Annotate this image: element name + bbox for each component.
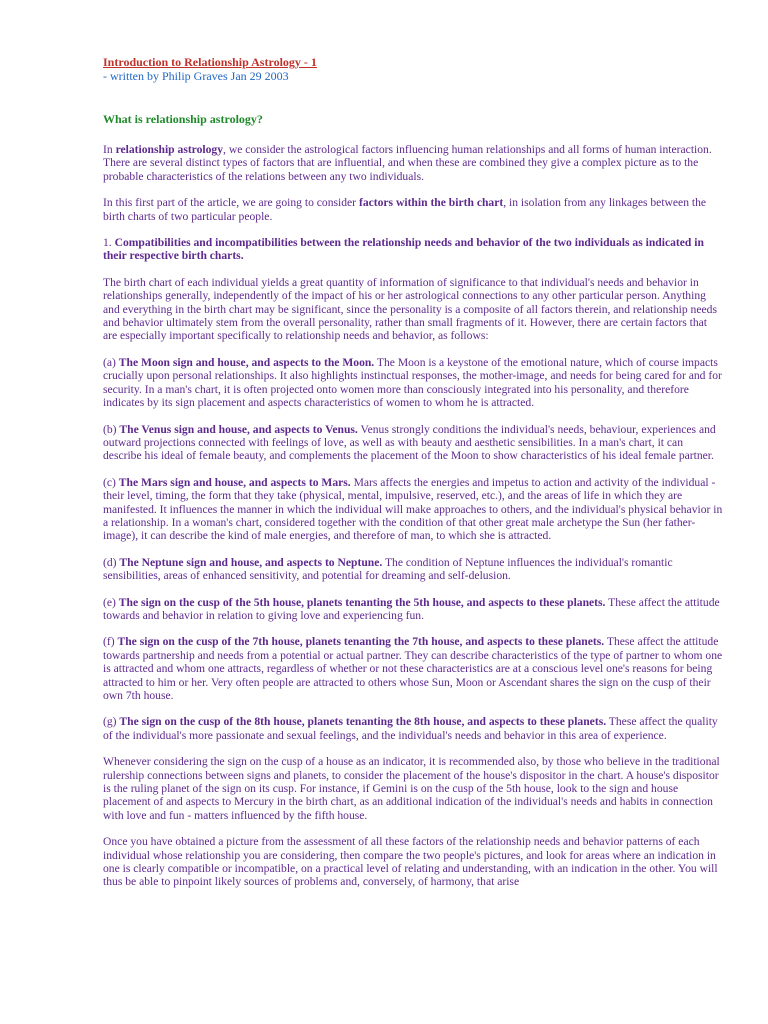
- paragraph-scope: In this first part of the article, we are going to consider factors within the birth chart, in isolation from any linkages between the birth charts of two particular people.: [103, 196, 707, 223]
- document-title: Introduction to Relationship Astrology - 1: [103, 55, 317, 69]
- author-byline: - written by Philip Graves Jan 29 2003: [103, 69, 289, 83]
- paragraph-dispositor: Whenever considering the sign on the cusp of a house as an indicator, it is recommended also, by those who believe in the traditional rulership connections between signs and planets, to consider the placement of the house's dispositor in the chart. A house's dispositor is the ruling planet of the sign on its cusp. For instance, if Gemini is on the cusp of the 5th house, look to the sign and house placement of and aspects to Mercury in the birth chart, as an additional indication of the individual's needs and habits in connection with love and fun - matters influenced by the fifth house.: [103, 755, 720, 822]
- paragraph-comparison: Once you have obtained a picture from the assessment of all these factors of the relationship needs and behavior patterns of each individual whose relationship you are considering, then compare the two people's pictures, and look for areas where an indication in one is clearly compatible or incompatible, on a practical level of relating and understanding, with an indication in the other. You will thus be able to pinpoint likely sources of problems and, conversely, of harmony, that arise: [103, 835, 718, 889]
- document-page: [103, 55, 723, 902]
- paragraph-8th-house: (g) The sign on the cusp of the 8th house, planets tenanting the 8th house, and aspects to these planets. These affect the quality of the individual's more passionate and sexual feelings, and the individual's needs and behavior in this area of experience.: [103, 715, 718, 742]
- paragraph-moon: (a) The Moon sign and house, and aspects to the Moon. The Moon is a keystone of the emotional nature, which of course impacts crucially upon personal relationships. It also highlights instinctual responses, the mother-image, and needs for being cared for and for security. In a man's chart, it is often projected onto women more than consciously integrated into his personality, and therefore indicates by its sign placement and aspects characteristics of women to whom he is attracted.: [103, 355, 722, 410]
- paragraph-venus: (b) The Venus sign and house, and aspects to Venus. Venus strongly conditions the individual's needs, behaviour, experiences and outward projections connected with feelings of love, as well as with beauty and aesthetic sensibilities. In a man's chart, it can describe his ideal of female beauty, and complements the placement of the Moon to show characteristics of his ideal female partner.: [103, 422, 716, 463]
- paragraph-point-1: 1. Compatibilities and incompatibilities between the relationship needs and behavior of the two individuals as indicated in their respective birth charts.: [103, 236, 704, 263]
- paragraph-5th-house: (e) The sign on the cusp of the 5th house, planets tenanting the 5th house, and aspects to these planets. These affect the attitude towards and behavior in relation to giving love and experiencing fun.: [103, 595, 720, 622]
- paragraph-neptune: (d) The Neptune sign and house, and aspects to Neptune. The condition of Neptune influences the individual's romantic sensibilities, areas of enhanced sensitivity, and potential for dreaming and self-delusion.: [103, 555, 673, 583]
- paragraph-birth-chart: The birth chart of each individual yields a great quantity of information of significance to that individual's needs and behavior in relationships generally, independently of the impact of his or her astrological connections to any other particular person. Anything and everything in the birth chart may be significant, since the personality is a composite of all factors therein, and relationship needs and behavior ultimately stem from the overall personality, rather than small fragments of it. However, there are certain factors that are especially important specifically to relationship needs and behavior, as follows:: [103, 275, 717, 343]
- paragraph-intro: In relationship astrology, we consider the astrological factors influencing human relationships and all forms of human interaction. There are several distinct types of factors that are influential, and when these are combined they give a complex picture as to the probable characteristics of the relations between any two individuals.: [103, 143, 712, 183]
- section-heading: What is relationship astrology?: [103, 112, 263, 126]
- paragraph-7th-house: (f) The sign on the cusp of the 7th house, planets tenanting the 7th house, and aspects to these planets. These affect the attitude towards partnership and needs from a potential or actual partner. They can describe characteristics of the type of partner to whom one is attracted and whom one attracts, regardless of whether or not these characteristics are at a conscious level one's reasons for being attracted to him or her. Very often people are attracted to others whose Sun, Moon or Ascendant shares the sign on the cusp of their own 7th house.: [103, 635, 723, 702]
- paragraph-mars: (c) The Mars sign and house, and aspects to Mars. Mars affects the energies and impetus to action and activity of the individual - their level, timing, the form that they take (physical, mental, impulsive, reserved, etc.), and the areas of life in which they are manifested. It influences the manner in which the individual will make approaches to others, and the individual's physical behavior in a relationship. In a woman's chart, considered together with the condition of that other great male archetype the Sun (her father-image), it can describe the kind of male energies, and therefore of man, to which she is attracted.: [103, 475, 723, 543]
